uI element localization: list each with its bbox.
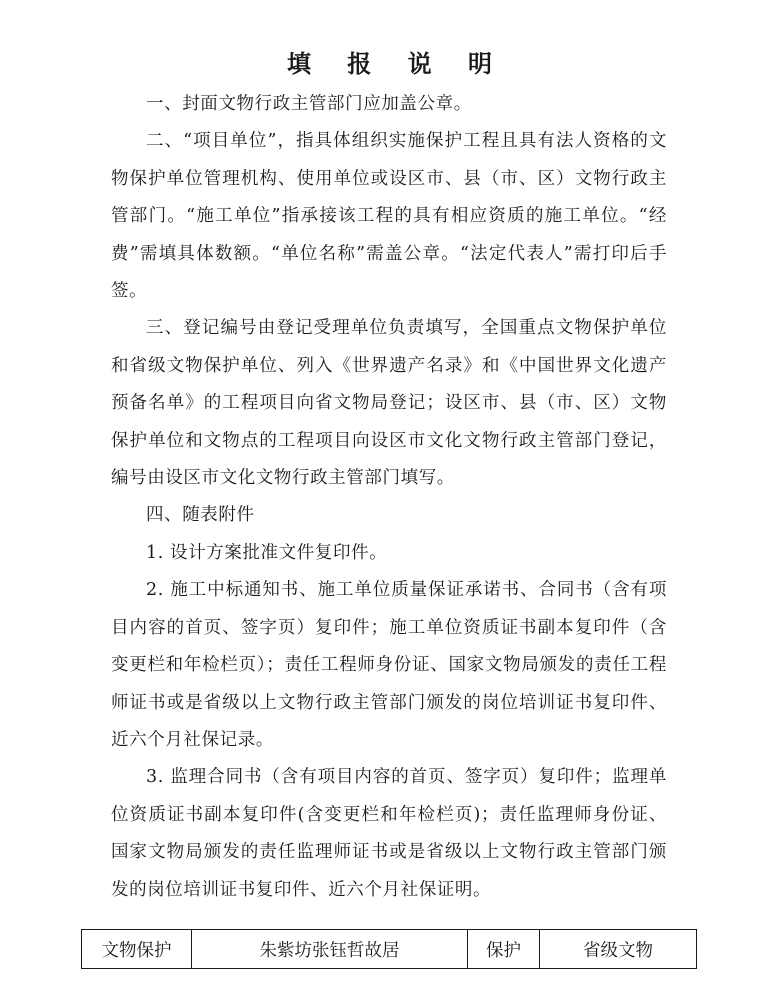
instructions-body xyxy=(111,86,667,909)
info-table xyxy=(81,929,697,969)
table-row xyxy=(82,930,697,969)
table-cell-label-protection: 文物保护 xyxy=(82,930,192,969)
paragraph-seal: 一、封面文物行政主管部门应加盖公章。 xyxy=(146,94,472,114)
paragraph-registration: 三、登记编号由登记受理单位负责填写，全国重点文物保护单位和省级文物保护单位、列入《世界遗产名录》和《中国世界文化遗产预备名单》的工程项目向省文物局登记；设区市、县（市、区）文物保护单位和文物点的工程项目向设区市文化文物行政主管部门登记，编号由设区市文化文物行政主管部门填写。 xyxy=(111,318,667,489)
page-title: 填 报 说 明 xyxy=(286,50,507,78)
table-cell-label-level: 保护 xyxy=(468,930,540,969)
paragraph-units: 二、“项目单位”，指具体组织实施保护工程且具有法人资格的文物保护单位管理机构、使用单位或设区市、县（市、区）文物行政主管部门。“施工单位”指承接该工程的具有相应资质的施工单位。“经费”需填具体数额。“单位名称”需盖公章。“法定代表人”需打印后手签。 xyxy=(111,131,667,302)
paragraph-attachment-1: 1. 设计方案批准文件复印件。 xyxy=(146,542,388,563)
table-cell-protection-level: 省级文物 xyxy=(540,930,697,969)
table-cell-site-name: 朱紫坊张钰哲故居 xyxy=(192,930,468,969)
paragraph-attachments-heading: 四、随表附件 xyxy=(146,505,255,526)
paragraph-attachment-3: 3. 监理合同书（含有项目内容的首页、签字页）复印件；监理单位资质证书副本复印件(含变更栏和年检栏页)；责任监理师身份证、国家文物局颁发的责任监理师证书或是省级以上文物行政主管部门颁发的岗位培训证书复印件、近六个月社保证明。 xyxy=(111,767,667,900)
paragraph-attachment-2: 2. 施工中标通知书、施工单位质量保证承诺书、合同书（含有项目内容的首页、签字页）复印件；施工单位资质证书副本复印件（含变更栏和年检栏页）；责任工程师身份证、国家文物局颁发的责任工程师证书或是省级以上文物行政主管部门颁发的岗位培训证书复印件、近六个月社保记录。 xyxy=(111,580,667,750)
